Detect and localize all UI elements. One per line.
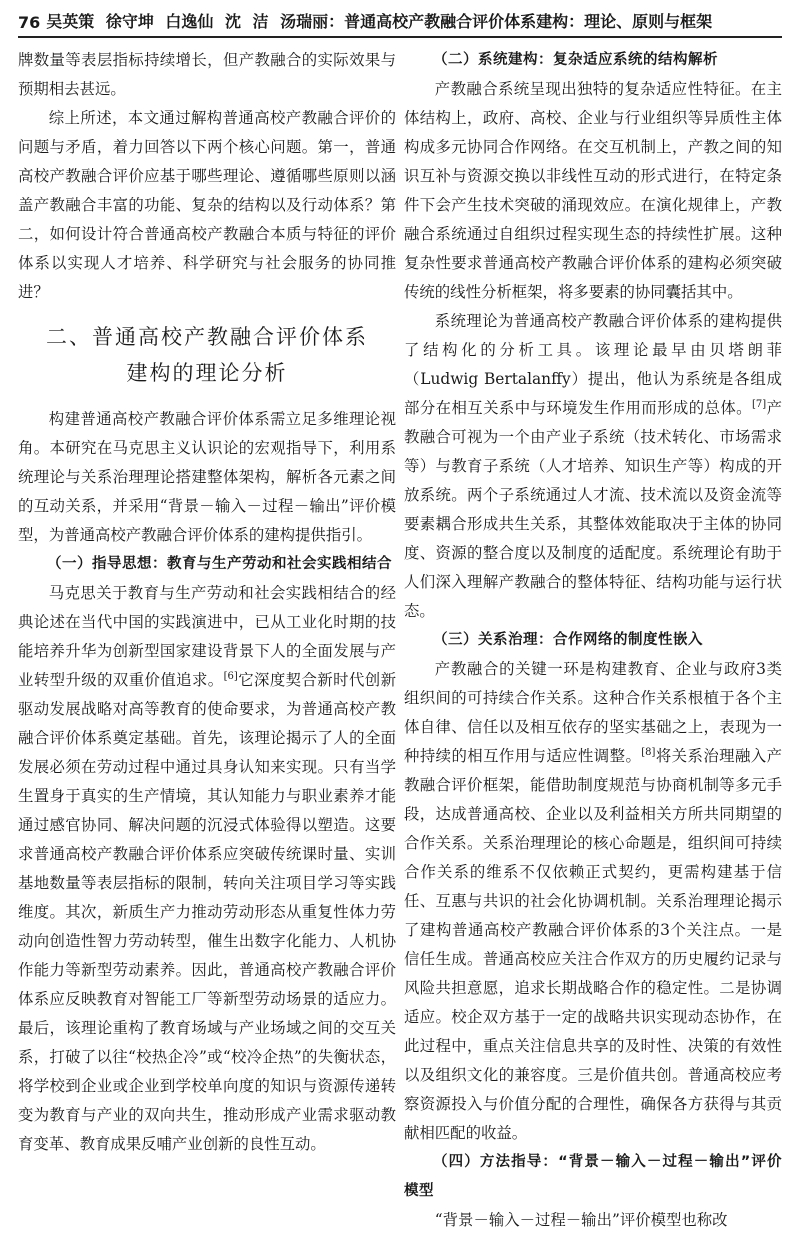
header-authors: 吴英策 徐守坤 白逸仙 沈 洁 汤瑞丽： (46, 12, 345, 31)
right-column (404, 46, 782, 1229)
text-run: 它深度契合新时代创新驱动发展战略对高等教育的使命要求，为普通高校产教融合评价体系奠定基础。首先，该理论揭示了人的全面发展必须在劳动过程中通过具身认知来实现。只有当学生置身于真实的生产情境，其认知能力与职业素养才能通过感官协同、解决问题的沉浸式体验得以塑造。这要求普通高校产教融合评价体系应突破传统课时量、实训基地数量等表层指标的限制，转向关注项目学习等实践维度。其次，新质生产力推动劳动形态从重复性体力劳动向创造性智力劳动转型，催生出数字化能力、人机协作能力等新型劳动素养。因此，普通高校产教融合评价体系应反映教育对智能工厂等新型劳动场景的适应力。最后，该理论重构了教育场域与产业场域之间的交互关系，打破了以往“校热企冷”或“校冷企热”的失衡状态，将学校到企业或企业到学校单向度的知识与资源传递转变为教育与产业的双向共生，推动形成产业需求驱动教育变革、教育成果反哺产业创新的良性互动。 (18, 671, 396, 1153)
citation-ref: [6] (223, 670, 238, 682)
text-run: 将关系治理融入产教融合评价框架，能借助制度规范与协商机制等多元手段，达成普通高校、企业以及利益相关方所共同期望的合作关系。关系治理理论的核心命题是，组织间可持续合作关系的维系不仅依赖正式契约，更需构建基于信任、互惠与共识的社会化协调机制。关系治理理论揭示了建构普通高校产教融合评价体系的3个关注点。一是信任生成。普通高校应关注合作双方的历史履约记录与风险共担意愿，追求长期战略合作的稳定性。二是协调适应。校企双方基于一定的战略共识实现动态协作，在此过程中，重点关注信息共享的及时性、决策的有效性以及组织文化的兼容度。三是价值共创。普通高校应考察资源投入与价值分配的合理性，确保各方获得与其贡献相匹配的收益。 (404, 747, 782, 1142)
text-run: 产教融合的关键一环是构建教育、企业与政府3类组织间的可持续合作关系。这种合作关系根植于各个主体自律、信任以及相互依存的坚实基础之上，表现为一种持续的相互作用与适应性调整。 (404, 660, 782, 765)
paragraph (404, 655, 782, 1148)
text-run: 系统理论为普通高校产教融合评价体系的建构提供了结构化的分析工具。该理论最早由贝塔朗菲（Ludwig Bertalanffy）提出，他认为系统是各组成部分在相互关系中与环境发生作用而形成的总体。 (404, 312, 782, 417)
subsection-heading: （三）关系治理：合作网络的制度性嵌入 (433, 632, 703, 648)
running-header (18, 8, 782, 38)
paragraph: 构建普通高校产教融合评价体系需立足多维理论视角。本研究在马克思主义认识论的宏观指导下，利用系统理论与关系治理理论搭建整体架构，解析各元素之间的互动关系，并采用“背景－输入－过程－输出”评价模型，为普通高校产教融合评价体系的建构提供指引。 (18, 410, 396, 544)
citation-ref: [8] (641, 746, 656, 758)
subsection-heading: （一）指导思想：教育与生产劳动和社会实践相结合 (47, 556, 392, 572)
header-article-title: 普通高校产教融合评价体系建构：理论、原则与框架 (344, 12, 713, 31)
paragraph: 牌数量等表层指标持续增长，但产教融合的实际效果与预期相去甚远。 (18, 51, 396, 98)
section-heading-line: 建构的理论分析 (126, 361, 288, 385)
text-run: 产教融合可视为一个由产业子系统（技术转化、市场需求等）与教育子系统（人才培养、知识生产等）构成的开放系统。两个子系统通过人才流、技术流以及资金流等要素耦合形成共生关系，其整体效能取决于主体的协同度、资源的整合度以及制度的适配度。系统理论有助于人们深入理解产教融合的整体特征、结构功能与运行状态。 (404, 399, 782, 620)
section-heading-line: 二、普通高校产教融合评价体系 (46, 325, 368, 349)
citation-ref: [7] (751, 398, 767, 410)
paragraph: 综上所述，本文通过解构普通高校产教融合评价的问题与矛盾，着力回答以下两个核心问题。第一，普通高校产教融合评价应基于哪些理论、遵循哪些原则以涵盖产教融合丰富的功能、复杂的结构以及行动体系？第二，如何设计符合普通高校产教融合本质与特征的评价体系以实现人才培养、科学研究与社会服务的协同推进？ (18, 109, 396, 301)
section-heading (18, 319, 396, 391)
paragraph (404, 307, 782, 626)
text-run: 马克思关于教育与生产劳动和社会实践相结合的经典论述在当代中国的实践演进中，已从工业化时期的技能培养升华为创新型国家建设背景下人的全面发展与产业转型升级的双重价值追求。 (18, 584, 396, 689)
paragraph: “背景－输入－过程－输出”评价模型也称改 (434, 1211, 728, 1229)
paragraph (18, 579, 396, 1159)
left-column (18, 46, 396, 1170)
page-number: 76 (18, 13, 41, 32)
paragraph: 产教融合系统呈现出独特的复杂适应性特征。在主体结构上，政府、高校、企业与行业组织等异质性主体构成多元协同合作网络。在交互机制上，产教之间的知识互补与资源交换以非线性互动的形式进行，在特定条件下会产生技术突破的涌现效应。在演化规律上，产教融合系统通过自组织过程实现生态的持续性扩展。这种复杂性要求普通高校产教融合评价体系的建构必须突破传统的线性分析框架，将多要素的协同囊括其中。 (404, 80, 782, 301)
subsection-heading: （四）方法指导：“背景－输入－过程－输出”评价模型 (404, 1154, 782, 1199)
subsection-heading: （二）系统建构：复杂适应系统的结构解析 (433, 52, 718, 68)
